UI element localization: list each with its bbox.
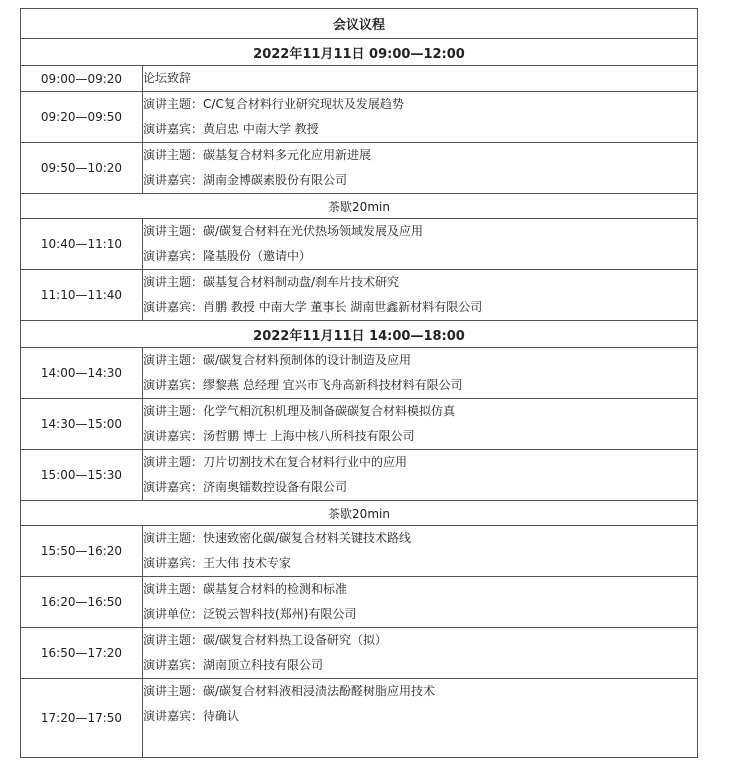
agenda-row: [21, 219, 698, 270]
topic-label: 演讲主题：: [143, 455, 204, 469]
agenda-row: [21, 92, 698, 143]
speaker-label: 演讲嘉宾：: [143, 378, 204, 392]
topic-text: C/C复合材料行业研究现状及发展趋势: [203, 97, 404, 111]
agenda-row: [21, 348, 698, 399]
topic-label: 演讲主题：: [143, 353, 204, 367]
session-content: [143, 348, 698, 399]
break-row: [21, 501, 698, 526]
opening-remarks: 论坛致辞: [143, 71, 192, 85]
time-slot: 16:20—16:50: [21, 577, 143, 628]
speaker-text: 肖鹏 教授 中南大学 董事长 湖南世鑫新材料有限公司: [203, 300, 483, 314]
speaker-text: 湖南金博碳素股份有限公司: [203, 173, 348, 187]
agenda-row: [21, 577, 698, 628]
speaker-label: 演讲嘉宾：: [143, 429, 204, 443]
time-slot: 09:50—10:20: [21, 143, 143, 194]
topic-text: 碳/碳复合材料热工设备研究（拟）: [203, 633, 388, 647]
organization-text: 泛锐云智科技(郑州)有限公司: [203, 607, 357, 621]
topic-label: 演讲主题：: [143, 148, 204, 162]
speaker-label: 演讲嘉宾：: [143, 658, 204, 672]
agenda-row: [21, 143, 698, 194]
time-slot: 09:00—09:20: [21, 66, 143, 92]
speaker-text: 黄启忠 中南大学 教授: [203, 122, 319, 136]
topic-text: 化学气相沉积机理及制备碳碳复合材料模拟仿真: [203, 404, 456, 418]
topic-label: 演讲主题：: [143, 582, 204, 596]
speaker-text: 待确认: [203, 709, 240, 723]
session-content: [143, 526, 698, 577]
speaker-label: 演讲嘉宾：: [143, 709, 204, 723]
agenda-row: [21, 679, 698, 758]
agenda-title: 会议议程: [21, 9, 698, 39]
topic-text: 碳/碳复合材料液相浸渍法酚醛树脂应用技术: [203, 684, 436, 698]
speaker-text: 王大伟 技术专家: [203, 556, 291, 570]
speaker-label: 演讲嘉宾：: [143, 556, 204, 570]
topic-text: 碳基复合材料制动盘/刹车片技术研究: [203, 275, 400, 289]
agenda-row: [21, 66, 698, 92]
session-content: [143, 679, 698, 758]
time-slot: 11:10—11:40: [21, 270, 143, 321]
date-row: [21, 321, 698, 348]
time-slot: 15:00—15:30: [21, 450, 143, 501]
speaker-text: 隆基股份（邀请中）: [203, 249, 312, 263]
session-content: [143, 399, 698, 450]
time-slot: 14:00—14:30: [21, 348, 143, 399]
afternoon-session-date: 2022年11月11日 14:00—18:00: [21, 321, 698, 348]
topic-label: 演讲主题：: [143, 275, 204, 289]
organization-label: 演讲单位：: [143, 607, 204, 621]
break-row: [21, 194, 698, 219]
agenda-row: [21, 270, 698, 321]
speaker-label: 演讲嘉宾：: [143, 480, 204, 494]
morning-session-date: 2022年11月11日 09:00—12:00: [21, 39, 698, 66]
time-slot: 09:20—09:50: [21, 92, 143, 143]
topic-label: 演讲主题：: [143, 633, 204, 647]
topic-label: 演讲主题：: [143, 684, 204, 698]
speaker-text: 济南奥镭数控设备有限公司: [203, 480, 348, 494]
speaker-text: 湖南顶立科技有限公司: [203, 658, 324, 672]
session-content: [143, 92, 698, 143]
topic-label: 演讲主题：: [143, 97, 204, 111]
speaker-label: 演讲嘉宾：: [143, 173, 204, 187]
tea-break: 茶歇20min: [21, 501, 698, 526]
time-slot: 16:50—17:20: [21, 628, 143, 679]
topic-label: 演讲主题：: [143, 224, 204, 238]
topic-text: 刀片切割技术在复合材料行业中的应用: [203, 455, 408, 469]
topic-label: 演讲主题：: [143, 531, 204, 545]
time-slot: 14:30—15:00: [21, 399, 143, 450]
time-slot: 15:50—16:20: [21, 526, 143, 577]
time-slot: 10:40—11:10: [21, 219, 143, 270]
session-content: [143, 219, 698, 270]
topic-text: 碳基复合材料的检测和标准: [203, 582, 348, 596]
speaker-label: 演讲嘉宾：: [143, 300, 204, 314]
session-content: [143, 143, 698, 194]
time-slot: 17:20—17:50: [21, 679, 143, 758]
date-row: [21, 39, 698, 66]
speaker-label: 演讲嘉宾：: [143, 122, 204, 136]
session-content: [143, 577, 698, 628]
session-content: [143, 628, 698, 679]
topic-label: 演讲主题：: [143, 404, 204, 418]
topic-text: 碳/碳复合材料在光伏热场领域发展及应用: [203, 224, 424, 238]
agenda-row: [21, 399, 698, 450]
session-content: [143, 270, 698, 321]
agenda-row: [21, 450, 698, 501]
agenda-row: [21, 526, 698, 577]
speaker-text: 汤哲鹏 博士 上海中核八所科技有限公司: [203, 429, 415, 443]
tea-break: 茶歇20min: [21, 194, 698, 219]
topic-text: 快速致密化碳/碳复合材料关键技术路线: [203, 531, 412, 545]
topic-text: 碳/碳复合材料预制体的设计制造及应用: [203, 353, 412, 367]
agenda-row: [21, 628, 698, 679]
topic-text: 碳基复合材料多元化应用新进展: [203, 148, 372, 162]
speaker-text: 缪黎燕 总经理 宜兴市飞舟高新科技材料有限公司: [203, 378, 463, 392]
speaker-label: 演讲嘉宾：: [143, 249, 204, 263]
session-content: [143, 66, 698, 92]
session-content: [143, 450, 698, 501]
agenda-table: [20, 8, 698, 758]
title-row: [21, 9, 698, 39]
